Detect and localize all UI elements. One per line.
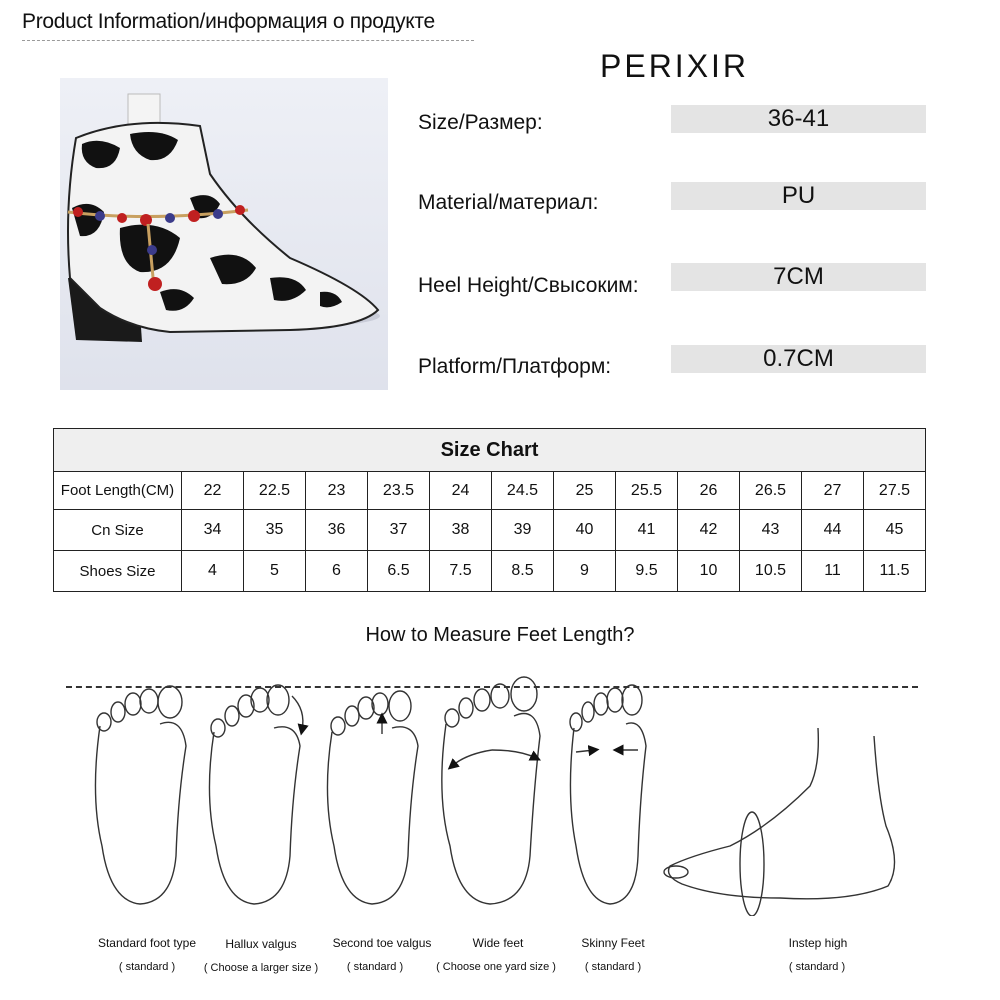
foot-note-instep-high: ( standard ) [788,961,846,973]
spec-label-heel-height: Heel Height/Свысоким: [418,274,639,297]
table-cell: 38 [430,510,492,551]
table-cell: 42 [678,510,740,551]
table-cell: 9 [554,551,616,592]
foot-note-standard: ( standard ) [118,961,176,973]
foot-name-second-toe-valgus: Second toe valgus [332,936,432,950]
table-cell: 26.5 [740,472,802,510]
table-row [54,551,926,592]
spec-label-size: Size/Размер: [418,111,543,134]
foot-name-wide-feet: Wide feet [472,936,524,950]
table-cell: 24.5 [492,472,554,510]
spec-value-material: PU [671,182,926,210]
table-cell: 22.5 [244,472,306,510]
table-cell: 40 [554,510,616,551]
page-header-title: Product Information/информация о продукте [22,10,435,33]
spec-label-platform: Platform/Платформ: [418,355,612,378]
foot-outline-icon [209,685,302,904]
foot-outline-icon [570,685,646,904]
table-cell: 22 [182,472,244,510]
table-cell: 10 [678,551,740,592]
foot-outline-icon [95,686,186,904]
foot-note-skinny-feet: ( standard ) [584,961,642,973]
table-cell: 26 [678,472,740,510]
foot-note-wide-feet: ( Choose one yard size ) [436,961,556,973]
table-cell: 10.5 [740,551,802,592]
measure-title: How to Measure Feet Length? [365,624,635,646]
size-chart-table [53,428,926,592]
foot-note-second-toe-valgus: ( standard ) [346,961,404,973]
foot-name-instep-high: Instep high [788,936,848,950]
table-cell: 8.5 [492,551,554,592]
product-image [60,78,388,390]
foot-note-hallux-valgus: ( Choose a larger size ) [203,962,319,974]
table-cell: 11 [802,551,864,592]
row-header-foot-length: Foot Length(CM) [54,472,182,510]
table-cell: 41 [616,510,678,551]
table-cell: 25 [554,472,616,510]
table-cell: 4 [182,551,244,592]
table-cell: 11.5 [864,551,926,592]
foot-outline-icon [327,691,418,904]
foot-name-skinny-feet: Skinny Feet [581,936,645,950]
table-cell: 25.5 [616,472,678,510]
size-chart-title: Size Chart [54,429,926,472]
spec-label-material: Material/материал: [418,191,599,214]
brand-name: PERIXIR [600,48,750,84]
table-cell: 34 [182,510,244,551]
table-cell: 23.5 [368,472,430,510]
row-header-shoes-size: Shoes Size [54,551,182,592]
header-divider [22,40,474,41]
spec-value-heel-height: 7CM [671,263,926,291]
table-cell: 43 [740,510,802,551]
foot-outline-icon [442,677,540,904]
table-cell: 27.5 [864,472,926,510]
table-cell: 9.5 [616,551,678,592]
foot-name-standard: Standard foot type [97,936,197,950]
foot-outline-icon [664,728,895,916]
table-cell: 6.5 [368,551,430,592]
spec-value-platform: 0.7CM [671,345,926,373]
table-cell: 6 [306,551,368,592]
table-row [54,472,926,510]
feet-diagram [60,676,940,916]
table-cell: 5 [244,551,306,592]
table-cell: 45 [864,510,926,551]
table-cell: 23 [306,472,368,510]
table-cell: 24 [430,472,492,510]
cow-print-boot-icon [60,78,388,390]
spec-value-size: 36-41 [671,105,926,133]
table-cell: 37 [368,510,430,551]
table-cell: 7.5 [430,551,492,592]
table-cell: 36 [306,510,368,551]
table-cell: 39 [492,510,554,551]
table-cell: 35 [244,510,306,551]
table-row [54,510,926,551]
size-chart [53,428,926,589]
foot-name-hallux-valgus: Hallux valgus [225,937,297,951]
table-cell: 44 [802,510,864,551]
table-cell: 27 [802,472,864,510]
row-header-cn-size: Cn Size [54,510,182,551]
